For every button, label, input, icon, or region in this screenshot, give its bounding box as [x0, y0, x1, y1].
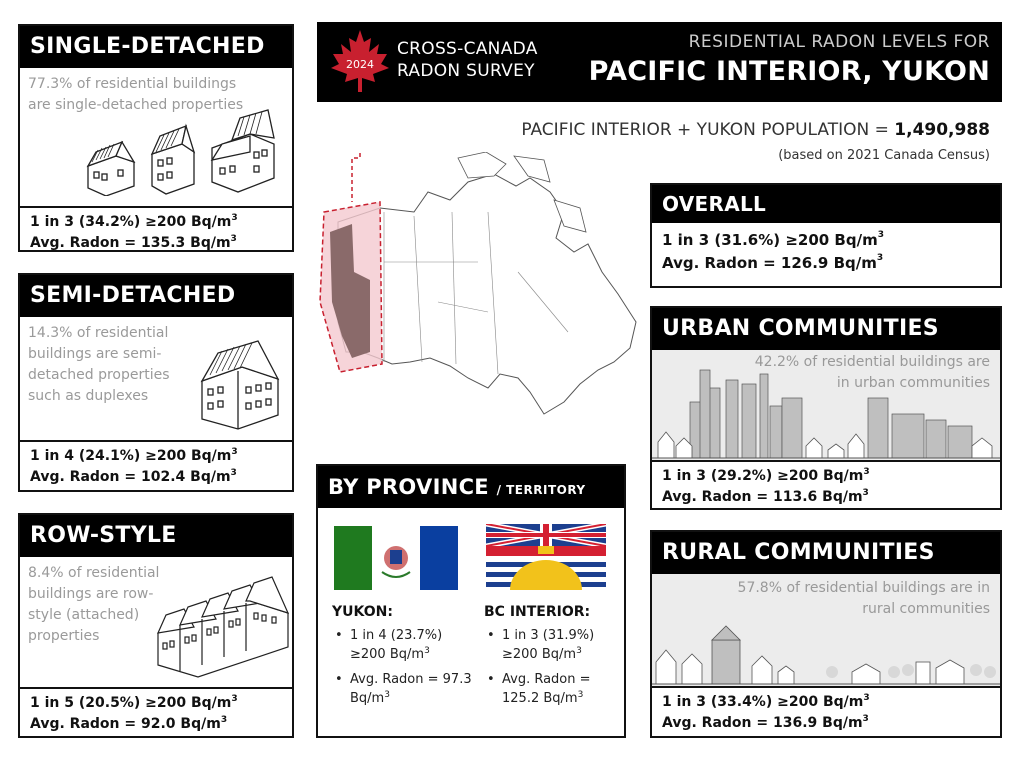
urban-communities-card [650, 306, 1002, 510]
banner-title: PACIFIC INTERIOR, YUKON [588, 56, 990, 87]
single-detached-houses-illustration [82, 108, 282, 196]
rural-scene-illustration [652, 574, 1000, 686]
bc-interior-label: BC INTERIOR: [484, 604, 591, 620]
canada-map [318, 152, 648, 442]
rural-title: RURAL COMMUNITIES [652, 532, 1000, 574]
overall-title: OVERALL [652, 185, 1000, 223]
semi-detached-card [18, 273, 294, 492]
single-detached-card [18, 24, 294, 252]
rural-stat-1: 1 in 3 (33.4%) ≥200 $Bq/m^3$ [662, 693, 870, 710]
single-detached-desc: 77.3% of residential buildings are single-detached properties [28, 76, 244, 113]
yukon-flag-icon [334, 526, 458, 590]
row-style-stat-1: 1 in 5 (20.5%) ≥200 $Bq/m^3$ [30, 694, 238, 711]
single-detached-stat-2: Avg. Radon = 135.3 $Bq/m^3$ [30, 234, 237, 251]
survey-name: CROSS-CANADA RADON SURVEY [397, 39, 538, 81]
urban-stat-1: 1 in 3 (29.2%) ≥200 $Bq/m^3$ [662, 467, 870, 484]
by-province-title: BY PROVINCE / TERRITORY [318, 466, 624, 508]
urban-stat-2: Avg. Radon = 113.6 $Bq/m^3$ [662, 488, 869, 505]
single-detached-stat-1: 1 in 3 (34.2%) ≥200 $Bq/m^3$ [30, 213, 238, 230]
rural-communities-card [650, 530, 1002, 738]
rural-desc: 57.8% of residential buildings are in rural communities [737, 580, 990, 617]
semi-detached-house-illustration [198, 339, 282, 431]
bc-flag-icon [486, 524, 606, 590]
title-banner [317, 22, 1002, 102]
overall-stat-1: 1 in 3 (31.6%) ≥200 $Bq/m^3$ [662, 230, 884, 249]
row-style-stat-2: Avg. Radon = 92.0 $Bq/m^3$ [30, 715, 228, 732]
row-style-title: ROW-STYLE [20, 515, 292, 557]
population-line: PACIFIC INTERIOR + YUKON POPULATION = 1,490,988 [521, 120, 990, 140]
bc-interior-stat-1: • 1 in 3 (31.9%) ≥200 $Bq/m^3$ [484, 626, 624, 664]
badge-year: 2024 [346, 58, 374, 71]
row-style-card [18, 513, 294, 738]
urban-skyline-illustration [652, 350, 1000, 460]
urban-title: URBAN COMMUNITIES [652, 308, 1000, 350]
overall-stat-2: Avg. Radon = 126.9 $Bq/m^3$ [662, 253, 884, 272]
semi-detached-title: SEMI-DETACHED [20, 275, 292, 317]
semi-detached-stat-1: 1 in 4 (24.1%) ≥200 $Bq/m^3$ [30, 447, 238, 464]
urban-desc: 42.2% of residential buildings are in urban communities [754, 354, 990, 391]
by-province-card [316, 464, 626, 738]
bc-interior-stat-2: • Avg. Radon = 125.2 $Bq/m^3$ [484, 670, 624, 708]
semi-detached-stat-2: Avg. Radon = 102.4 $Bq/m^3$ [30, 468, 237, 485]
yukon-stat-2: • Avg. Radon = 97.3 $Bq/m^3$ [332, 670, 472, 708]
maple-leaf-icon [327, 28, 393, 94]
banner-pretitle: RESIDENTIAL RADON LEVELS FOR [688, 32, 990, 52]
row-style-desc: 8.4% of residential buildings are row-style (attached) properties [28, 565, 160, 644]
yukon-label: YUKON: [332, 604, 393, 620]
yukon-stat-1: • 1 in 4 (23.7%) ≥200 $Bq/m^3$ [332, 626, 472, 664]
semi-detached-desc: 14.3% of residential buildings are semi-detached properties such as duplexes [28, 325, 170, 404]
overall-card [650, 183, 1002, 288]
rural-stat-2: Avg. Radon = 136.9 $Bq/m^3$ [662, 714, 869, 731]
row-style-houses-illustration [154, 561, 294, 679]
single-detached-title: SINGLE-DETACHED [20, 26, 292, 68]
census-note: (based on 2021 Canada Census) [778, 148, 990, 163]
